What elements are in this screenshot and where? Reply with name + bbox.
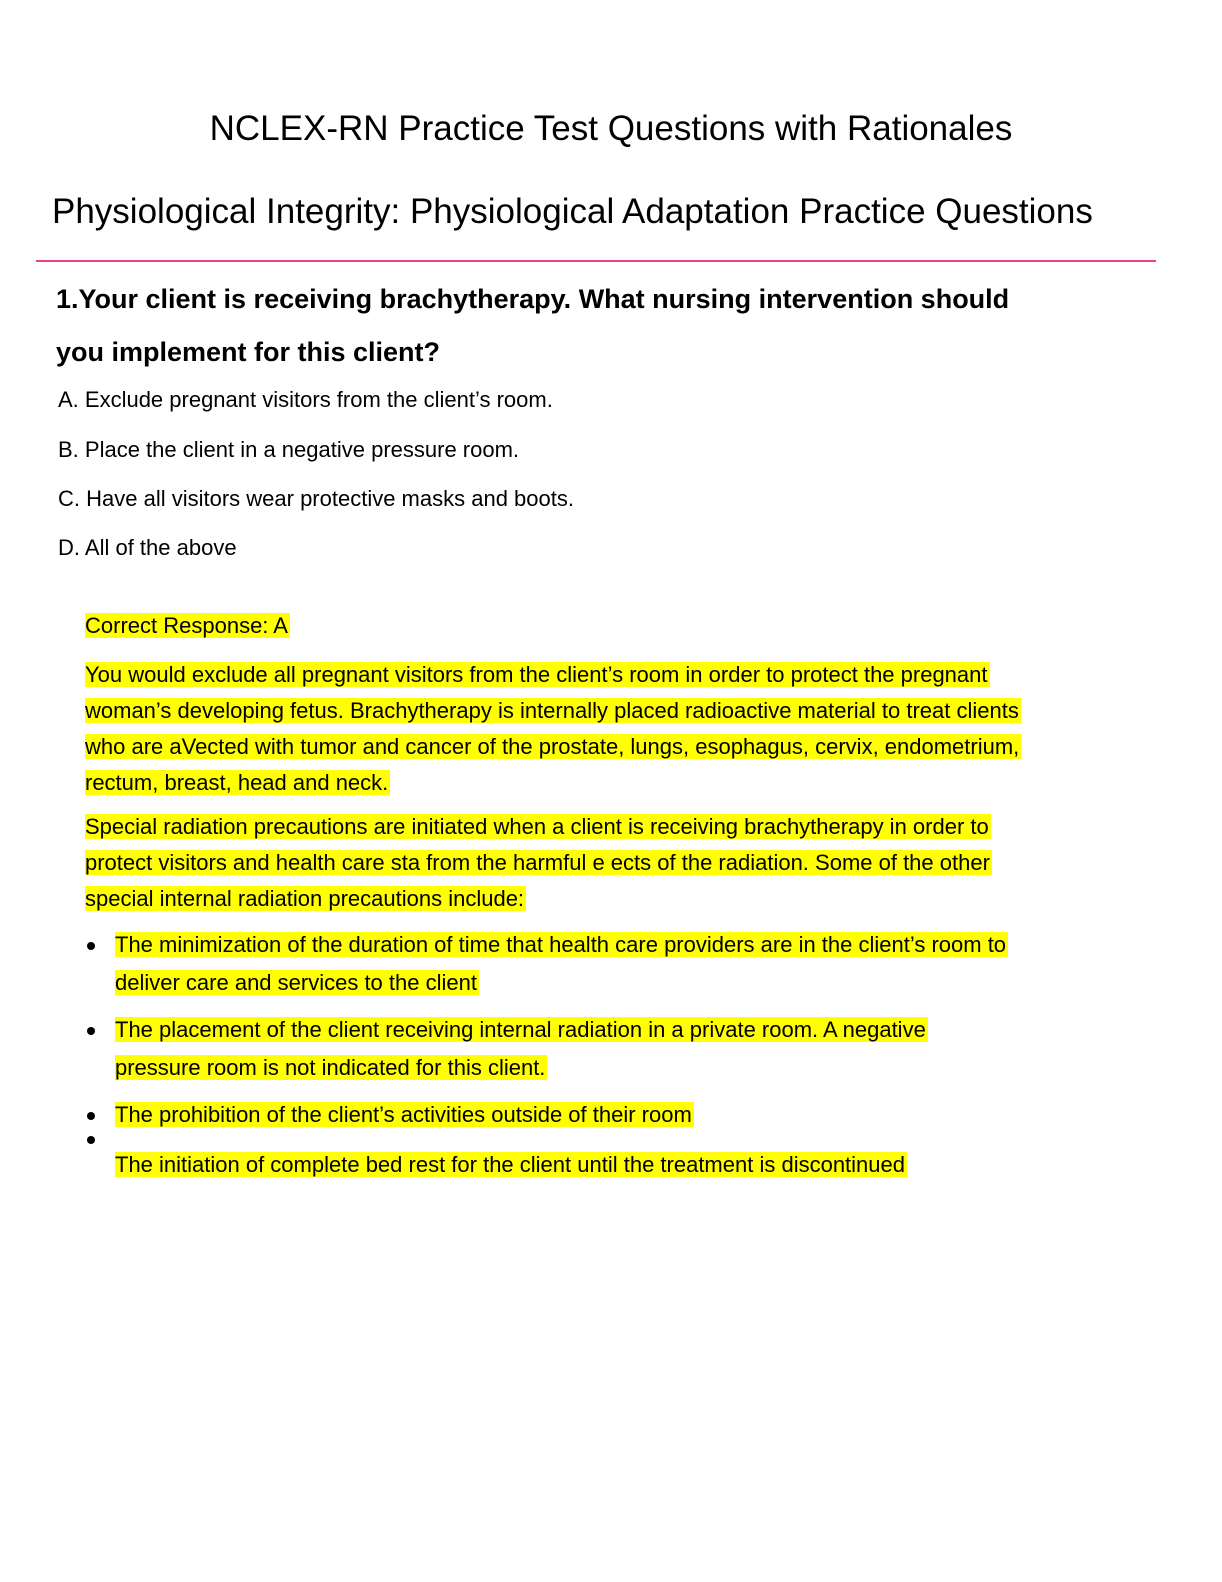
page-subtitle: Physiological Integrity: Physiological Adaptation Practice Questions	[52, 192, 1093, 231]
rationale-1-line-3: who are aVected with tumor and cancer of the prostate, lungs, esophagus, cervix, endometrium,	[85, 734, 1020, 759]
bullet-2-line-1: The placement of the client receiving internal radiation in a private room. A negative	[115, 1017, 926, 1042]
title-divider	[36, 260, 1156, 262]
bullet-dot	[87, 1112, 95, 1120]
bullet-dot	[87, 1136, 95, 1144]
bullet-dot	[87, 942, 95, 950]
rationale-1-line-4: rectum, breast, head and neck.	[85, 770, 389, 795]
bullet-1-line-2: deliver care and services to the client	[115, 970, 477, 995]
option-d: D. All of the above	[58, 535, 237, 560]
question-text-line-1: 1.Your client is receiving brachytherapy. What nursing intervention should	[56, 284, 1010, 314]
rationale-2-line-3: special internal radiation precautions include:	[85, 886, 525, 911]
question-text-line-2: you implement for this client?	[56, 337, 441, 367]
rationale-2-line-1: Special radiation precautions are initiated when a client is receiving brachytherapy in order to	[85, 814, 989, 839]
rationale-2-line-2: protect visitors and health care sta from the harmful e ects of the radiation. Some of the other	[85, 850, 990, 875]
bullet-3-line-1: The prohibition of the client’s activities outside of their room	[115, 1102, 692, 1127]
correct-response: Correct Response: A	[85, 613, 288, 638]
bullet-4-line-1: The initiation of complete bed rest for the client until the treatment is discontinued	[115, 1152, 905, 1177]
rationale-1-line-1: You would exclude all pregnant visitors from the client’s room in order to protect the pregnant	[85, 662, 988, 687]
option-b: B. Place the client in a negative pressure room.	[58, 437, 520, 462]
option-a: A. Exclude pregnant visitors from the client’s room.	[58, 387, 553, 412]
bullet-1-line-1: The minimization of the duration of time that health care providers are in the client’s room to	[115, 932, 1007, 957]
rationale-1-line-2: woman’s developing fetus. Brachytherapy is internally placed radioactive material to treat clients	[85, 698, 1019, 723]
bullet-2-line-2: pressure room is not indicated for this client.	[115, 1055, 546, 1080]
option-c: C. Have all visitors wear protective masks and boots.	[58, 486, 574, 511]
bullet-dot	[87, 1027, 95, 1035]
page-title: NCLEX-RN Practice Test Questions with Rationales	[209, 109, 1013, 148]
